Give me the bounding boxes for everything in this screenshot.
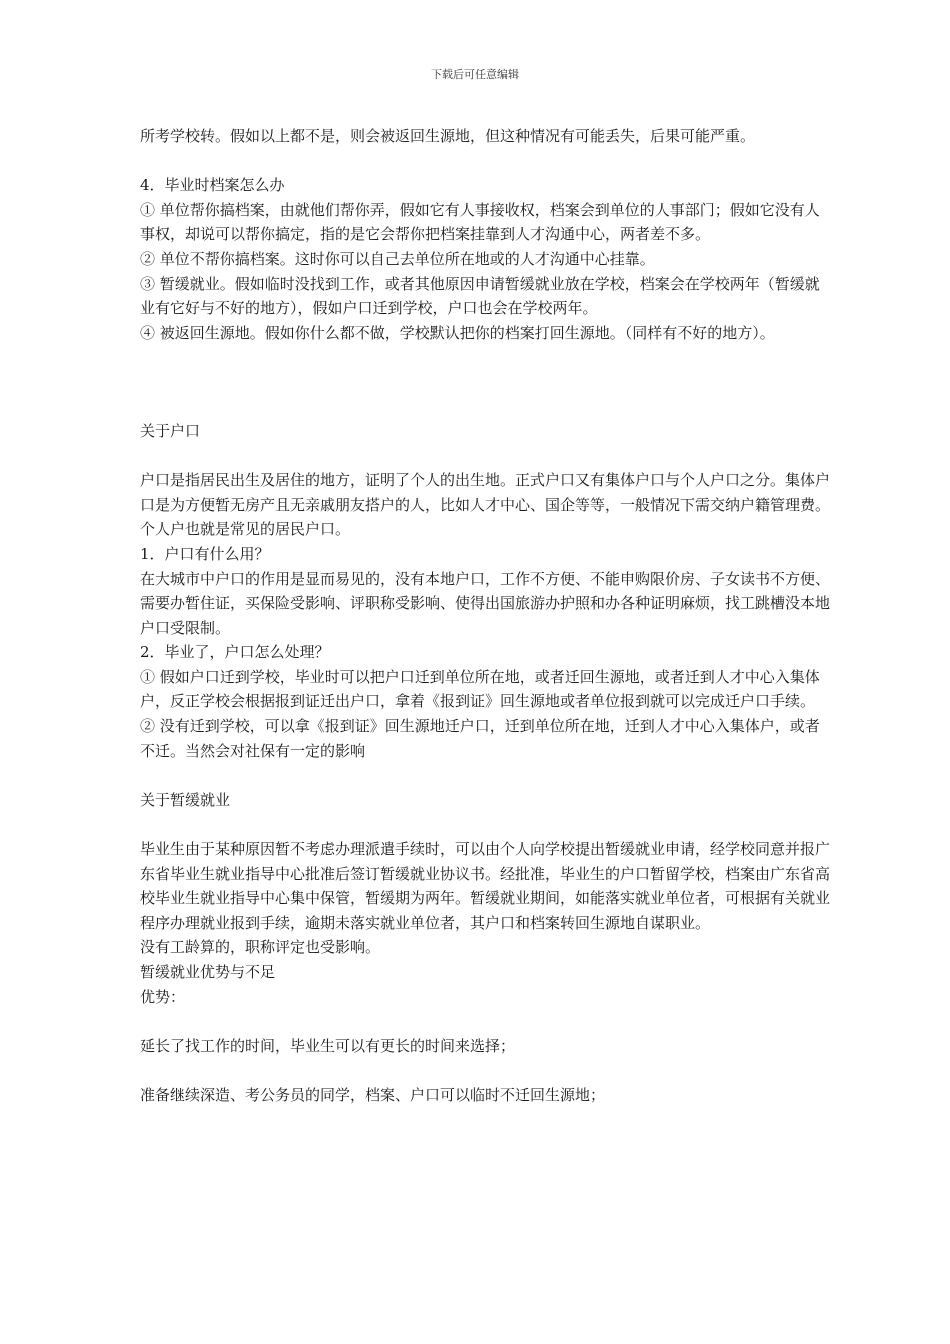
- paragraph: 关于暂缓就业: [140, 790, 231, 809]
- blank-line: [140, 1058, 830, 1083]
- paragraph: ① 假如户口迁到学校，毕业时可以把户口迁到单位所在地，或者迁回生源地，或者迁到人才中心入集体户，反正学校会根据报到证迁出户口，拿着《报到证》回生源地或者单位报到就可以完成迁户口手续。: [140, 667, 820, 711]
- blank-line: [140, 394, 830, 419]
- paragraph: 户口是指居民出生及居住的地方，证明了个人的出生地。正式户口又有集体户口与个人户口之分。集体户口是为方便暂无房产且无亲戚朋友搭户的人，比如人才中心、国企等等，一般情况下需交纳户籍管理费。个人户也就是常见的居民户口。: [140, 471, 831, 539]
- paragraph: ③ 暂缓就业。假如临时没找到工作，或者其他原因申请暂缓就业放在学校，档案会在学校两年（暂缓就业有它好与不好的地方），假如户口迁到学校，户口也会在学校两年。: [140, 274, 820, 318]
- paragraph: ④ 被返回生源地。假如你什么都不做，学校默认把你的档案打回生源地。（同样有不好的地方）。: [140, 323, 775, 342]
- blank-line: [140, 345, 830, 394]
- paragraph: ① 单位帮你搞档案，由就他们帮你弄，假如它有人事接收权，档案会到单位的人事部门；假如它没有人事权，却说可以帮你搞定，指的是它会帮你把档案挂靠到人才沟通中心，两者差不多。: [140, 200, 820, 244]
- paragraph: 4．毕业时档案怎么办: [140, 176, 285, 195]
- paragraph: 在大城市中户口的作用是显而易见的，没有本地户口，工作不方便、不能申购限价房、子女读书不方便、需要办暂住证，买保险受影响、评职称受影响、使得出国旅游办护照和办各种证明麻烦，找工跳槽没本地户口受限制。: [140, 569, 831, 637]
- paragraph: 延长了找工作的时间，毕业生可以有更长的时间来选择；: [140, 1036, 516, 1055]
- page-header: 下载后可任意编辑: [431, 68, 519, 81]
- paragraph: 没有工龄算的，职称评定也受影响。: [140, 938, 381, 957]
- blank-line: [140, 149, 830, 174]
- paragraph: 毕业生由于某种原因暂不考虑办理派遣手续时，可以由个人向学校提出暂缓就业申请，经学校同意并报广东省毕业生就业指导中心批准后签订暂缓就业协议书。经批准，毕业生的户口暂留学校，档案由广东省高校毕业生就业指导中心集中保管，暂缓期为两年。暂缓就业期间，如能落实就业单位者，可根据有关就业程序办理就业报到手续，逾期未落实就业单位者，其户口和档案转回生源地自谋职业。: [140, 840, 831, 932]
- paragraph: 1．户口有什么用？: [140, 544, 270, 563]
- paragraph: 关于户口: [140, 421, 201, 440]
- paragraph: 准备继续深造、考公务员的同学，档案、户口可以临时不迁回生源地；: [140, 1085, 606, 1104]
- paragraph: 所考学校转。假如以上都不是，则会被返回生源地，但这种情况有可能丢失，后果可能严重。: [140, 127, 756, 145]
- document-body: [140, 124, 830, 1108]
- blank-line: [140, 812, 830, 837]
- paragraph: ② 没有迁到学校，可以拿《报到证》回生源地迁户口，迁到单位所在地，迁到人才中心入集体户，或者不迁。当然会对社保有一定的影响: [140, 717, 820, 760]
- paragraph: 优势：: [140, 987, 186, 1006]
- blank-line: [140, 1009, 830, 1034]
- paragraph: 2．毕业了，户口怎么处理？: [140, 643, 330, 662]
- blank-line: [140, 763, 830, 788]
- paragraph: ② 单位不帮你搞档案。这时你可以自己去单位所在地或的人才沟通中心挂靠。: [140, 249, 655, 268]
- paragraph: 暂缓就业优势与不足: [140, 963, 276, 981]
- blank-line: [140, 444, 830, 469]
